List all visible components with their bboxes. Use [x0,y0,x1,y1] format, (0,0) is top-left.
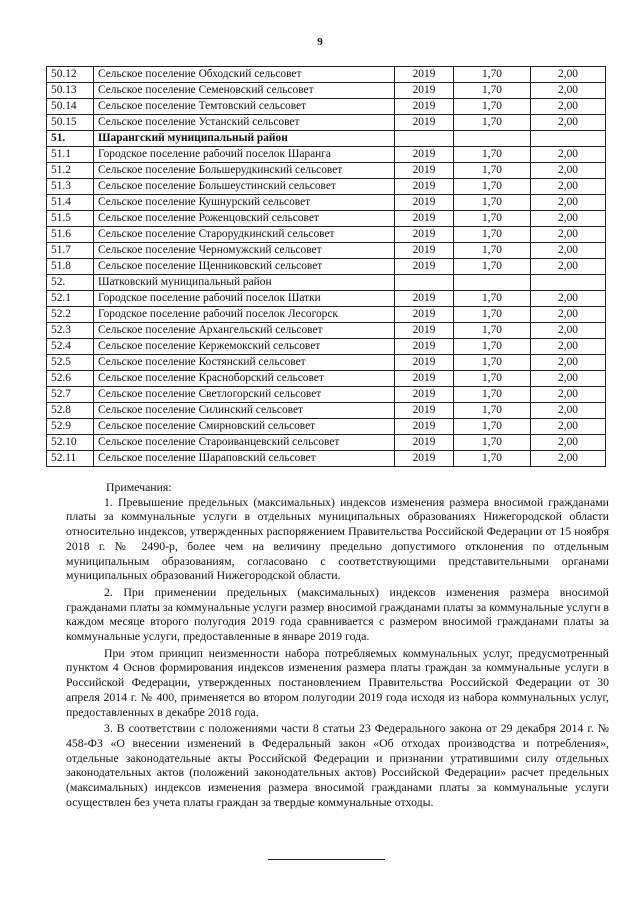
municipality-name: Сельское поселение Большерудкинский сельсовет [94,163,395,179]
index-value: 1,70 [454,307,531,323]
index-value: 1,70 [454,435,531,451]
municipality-name: Сельское поселение Кушнурский сельсовет [94,195,395,211]
municipality-name: Сельское поселение Семеновский сельсовет [94,83,395,99]
year-cell: 2019 [395,435,454,451]
year-cell: 2019 [395,307,454,323]
table-row [47,275,606,291]
index-value: 1,70 [454,323,531,339]
indices-table [46,66,606,467]
row-number: 52.6 [47,371,94,387]
municipality-name: Сельское поселение Устанский сельсовет [94,115,395,131]
year-cell: 2019 [395,147,454,163]
year-cell: 2019 [395,339,454,355]
municipality-name: Сельское поселение Шараповский сельсовет [94,451,395,467]
table-row [47,99,606,115]
index-value: 1,70 [454,339,531,355]
table-row [47,131,606,147]
year-cell: 2019 [395,211,454,227]
max-index-value: 2,00 [531,419,606,435]
row-number: 51.5 [47,211,94,227]
table-row [47,451,606,467]
note-paragraph-3: При этом принцип неизменности набора потребляемых коммунальных услуг, предусмотренный пунктом 4 Основ формирования индексов изменения размера платы граждан за коммунальные услуги в Российской Федерации, утвержденных постановлением Правительства Российской Федерации от 30 апреля 2014 г. № 400, применяется во втором полугодии 2019 года исходя из набора коммунальных услуг, предоставленных в декабре 2018 года. [66,645,609,719]
row-number: 52.3 [47,323,94,339]
year-cell: 2019 [395,451,454,467]
year-cell: 2019 [395,195,454,211]
page-number: 9 [317,36,323,48]
table-row [47,291,606,307]
max-index-value: 2,00 [531,67,606,83]
table-row [47,195,606,211]
row-number: 51.2 [47,163,94,179]
table-row [47,163,606,179]
index-value: 1,70 [454,179,531,195]
index-value: 1,70 [454,163,531,179]
year-cell: 2019 [395,387,454,403]
max-index-value: 2,00 [531,179,606,195]
index-value: 1,70 [454,99,531,115]
note-paragraph-1: 1. Превышение предельных (максимальных) индексов изменения размера вносимой гражданами платы за коммунальные услуги в отдельных муниципальных образованиях Нижегородской области относительно индексов, утвержденных распоряжением Правительства Российской Федерации от 15 ноября 2018 г. № 2490-р, более чем на величину предельно допустимого отклонения по отдельным муниципальным образованиям, согласовано с соответствующими представительными органами муниципальных образований Нижегородской области. [66,494,609,583]
notes-title: Примечания: [106,480,172,494]
row-number: 51.4 [47,195,94,211]
table-row [47,211,606,227]
index-value: 1,70 [454,115,531,131]
row-number: 50.13 [47,83,94,99]
row-number: 51.7 [47,243,94,259]
row-number: 50.15 [47,115,94,131]
municipality-name: Городское поселение рабочий поселок Лесогорск [94,307,395,323]
note-paragraph-2: 2. При применении предельных (максимальных) индексов изменения размера вносимой гражданами платы за коммунальные услуги размер вносимой гражданами платы за коммунальные услуги в каждом месяце второго полугодия 2019 года сравнивается с размером вносимой гражданами платы за коммунальные услуги, предоставленные в январе 2019 года. [66,584,609,644]
row-number: 52.1 [47,291,94,307]
table-body [47,67,606,467]
row-number: 50.14 [47,99,94,115]
municipality-name: Сельское поселение Темтовский сельсовет [94,99,395,115]
year-cell: 2019 [395,403,454,419]
municipality-name: Шарангский муниципальный район [94,131,395,147]
municipality-name: Сельское поселение Черномужский сельсовет [94,243,395,259]
max-index-value: 2,00 [531,435,606,451]
table-row [47,147,606,163]
year-cell: 2019 [395,323,454,339]
row-number: 50.12 [47,67,94,83]
year-cell [395,131,454,147]
municipality-name: Сельское поселение Щенниковский сельсовет [94,259,395,275]
index-value: 1,70 [454,291,531,307]
table-row [47,371,606,387]
index-value: 1,70 [454,419,531,435]
municipality-name: Сельское поселение Кержемокский сельсовет [94,339,395,355]
max-index-value [531,131,606,147]
max-index-value: 2,00 [531,355,606,371]
municipality-name: Сельское поселение Обходский сельсовет [94,67,395,83]
table-row [47,355,606,371]
municipality-name: Сельское поселение Смирновский сельсовет [94,419,395,435]
max-index-value: 2,00 [531,147,606,163]
max-index-value: 2,00 [531,259,606,275]
table-row [47,83,606,99]
municipality-name: Сельское поселение Старорудкинский сельсовет [94,227,395,243]
table-row [47,339,606,355]
table-row [47,435,606,451]
max-index-value: 2,00 [531,115,606,131]
year-cell: 2019 [395,355,454,371]
year-cell: 2019 [395,291,454,307]
row-number: 52. [47,275,94,291]
row-number: 52.10 [47,435,94,451]
municipality-name: Сельское поселение Большеустинский сельсовет [94,179,395,195]
row-number: 52.11 [47,451,94,467]
index-value: 1,70 [454,243,531,259]
year-cell: 2019 [395,371,454,387]
year-cell: 2019 [395,163,454,179]
index-value: 1,70 [454,451,531,467]
max-index-value: 2,00 [531,99,606,115]
municipality-name: Сельское поселение Архангельский сельсовет [94,323,395,339]
table-row [47,227,606,243]
max-index-value: 2,00 [531,243,606,259]
max-index-value: 2,00 [531,451,606,467]
index-value: 1,70 [454,195,531,211]
index-value: 1,70 [454,227,531,243]
max-index-value: 2,00 [531,403,606,419]
municipality-name: Сельское поселение Силинский сельсовет [94,403,395,419]
max-index-value: 2,00 [531,211,606,227]
year-cell: 2019 [395,115,454,131]
row-number: 52.4 [47,339,94,355]
municipality-name: Городское поселение рабочий поселок Шатки [94,291,395,307]
max-index-value: 2,00 [531,227,606,243]
row-number: 52.5 [47,355,94,371]
municipality-name: Сельское поселение Красноборский сельсовет [94,371,395,387]
year-cell: 2019 [395,67,454,83]
max-index-value: 2,00 [531,307,606,323]
year-cell: 2019 [395,227,454,243]
row-number: 51.3 [47,179,94,195]
index-value: 1,70 [454,83,531,99]
index-value: 1,70 [454,259,531,275]
municipality-name: Сельское поселение Костянский сельсовет [94,355,395,371]
table-row [47,259,606,275]
index-value: 1,70 [454,355,531,371]
table-row [47,419,606,435]
table-row [47,67,606,83]
row-number: 51.1 [47,147,94,163]
municipality-name: Сельское поселение Светлогорский сельсовет [94,387,395,403]
index-value [454,275,531,291]
max-index-value: 2,00 [531,163,606,179]
row-number: 51.8 [47,259,94,275]
row-number: 51. [47,131,94,147]
note-paragraph-4: 3. В соответствии с положениями части 8 статьи 23 Федерального закона от 29 декабря 2014 г. № 458-ФЗ «О внесении изменений в Федеральный закон «Об отходах производства и потребления», отдельные законодательные акты Российской Федерации и признании утратившими силу отдельных законодательных актов (положений законодательных актов) Российской Федерации» расчет предельных (максимальных) индексов изменения размера вносимой гражданами платы за коммунальные услуги осуществлен без учета платы граждан за твердые коммунальные отходы. [66,721,609,809]
table-row [47,403,606,419]
index-value [454,131,531,147]
row-number: 52.8 [47,403,94,419]
index-value: 1,70 [454,371,531,387]
row-number: 52.9 [47,419,94,435]
table-row [47,387,606,403]
year-cell: 2019 [395,179,454,195]
year-cell: 2019 [395,259,454,275]
year-cell: 2019 [395,243,454,259]
max-index-value: 2,00 [531,371,606,387]
index-value: 1,70 [454,211,531,227]
index-value: 1,70 [454,387,531,403]
max-index-value: 2,00 [531,83,606,99]
municipality-name: Сельское поселение Староиванцевский сельсовет [94,435,395,451]
year-cell [395,275,454,291]
index-value: 1,70 [454,147,531,163]
table-row [47,115,606,131]
max-index-value: 2,00 [531,339,606,355]
max-index-value: 2,00 [531,291,606,307]
max-index-value [531,275,606,291]
max-index-value: 2,00 [531,387,606,403]
index-value: 1,70 [454,67,531,83]
row-number: 52.2 [47,307,94,323]
table-row [47,243,606,259]
municipality-name: Городское поселение рабочий поселок Шаранга [94,147,395,163]
year-cell: 2019 [395,83,454,99]
row-number: 52.7 [47,387,94,403]
row-number: 51.6 [47,227,94,243]
max-index-value: 2,00 [531,195,606,211]
notes-section [66,480,609,809]
municipality-name: Шатковский муниципальный район [94,275,395,291]
municipality-name: Сельское поселение Роженцовский сельсовет [94,211,395,227]
table-row [47,323,606,339]
index-value: 1,70 [454,403,531,419]
table-row [47,179,606,195]
year-cell: 2019 [395,419,454,435]
table-row [47,307,606,323]
footer-divider [268,859,385,860]
max-index-value: 2,00 [531,323,606,339]
year-cell: 2019 [395,99,454,115]
